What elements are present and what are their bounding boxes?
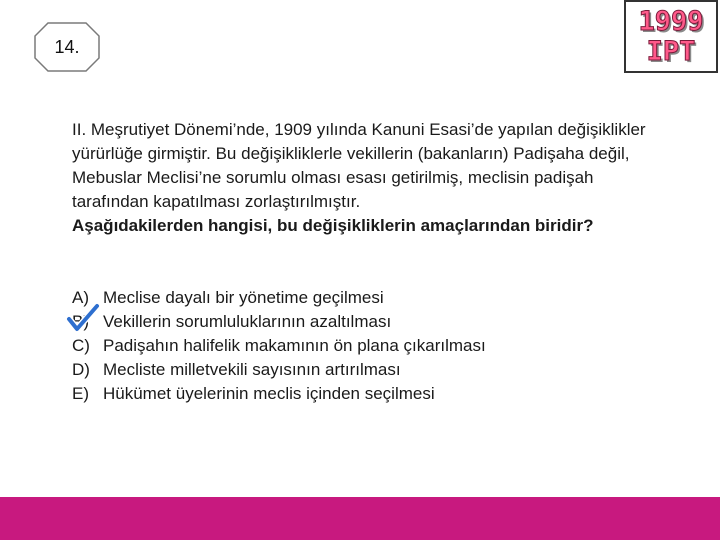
question-number: 14. [54, 36, 80, 57]
option-text: Padişahın halifelik makamının ön plana çıkarılması [103, 336, 486, 355]
option-text: Mecliste milletvekili sayısının artırılması [103, 360, 401, 379]
logo-initials: IPT [646, 35, 696, 67]
question-prompt: Aşağıdakilerden hangisi, bu değişikliklerin amaçlarından biridir? [72, 216, 594, 235]
option-b[interactable] [72, 310, 672, 334]
option-e[interactable] [72, 382, 672, 406]
ipt-logo [624, 0, 718, 73]
option-c[interactable] [72, 334, 672, 358]
question-block [72, 118, 672, 238]
option-text: Hükümet üyelerinin meclis içinden seçilmesi [103, 384, 435, 403]
question-number-badge [34, 22, 100, 72]
logo-year: 1999 [638, 5, 704, 37]
option-text: Vekillerin sorumluluklarının azaltılması [103, 312, 392, 331]
option-text: Meclise dayalı bir yönetime geçilmesi [103, 288, 384, 307]
footer-bar [0, 497, 720, 540]
question-stem: II. Meşrutiyet Dönemi’nde, 1909 yılında Kanuni Esasi’de yapılan değişiklikler yürürlüğe girmiştir. Bu değişikliklerle vekillerin (bakanların) Padişaha değil, Mebuslar Meclisi’ne sorumlu olması esası getirilmiş, meclisin padişah tarafından kapatılması zorlaştırılmıştır. [72, 120, 646, 211]
option-d[interactable] [72, 358, 672, 382]
checkmark-icon [66, 303, 100, 335]
option-letter: C) [72, 336, 90, 355]
option-letter: E) [72, 384, 89, 403]
option-letter: A) [72, 288, 89, 307]
option-letter: D) [72, 360, 90, 379]
answer-options [72, 286, 672, 406]
option-letter: B) [72, 312, 89, 331]
option-a[interactable] [72, 286, 672, 310]
